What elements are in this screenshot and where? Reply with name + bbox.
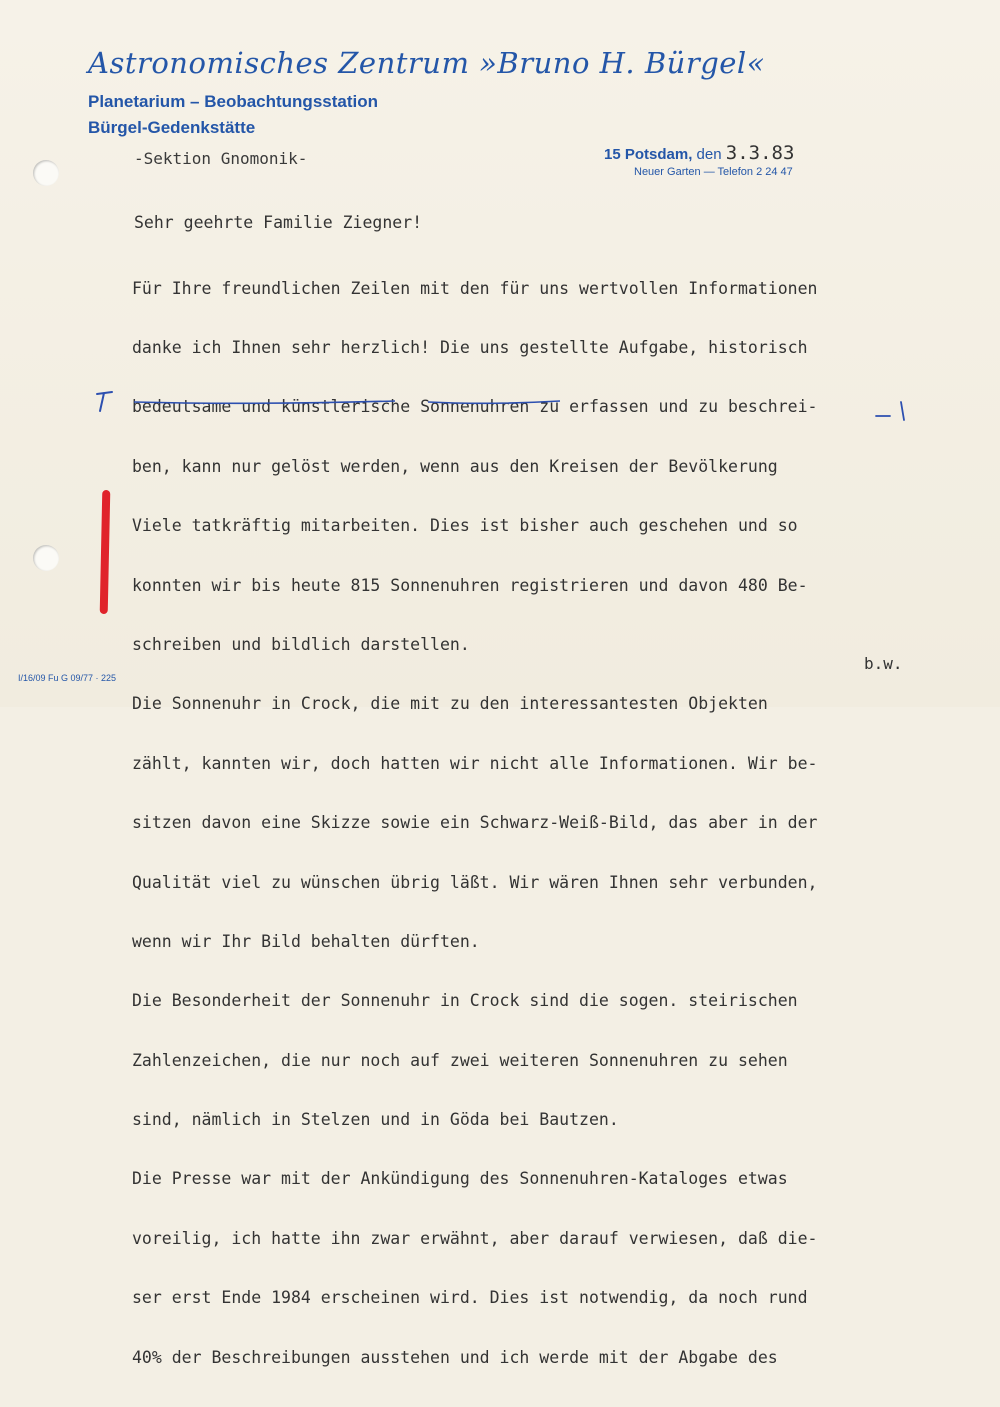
pen-underline-2 <box>428 401 560 403</box>
body-line: konnten wir bis heute 815 Sonnenuhren registrieren und davon 480 Be- <box>132 575 808 595</box>
body-line: bedeutsame und künstlerische Sonnenuhren zu erfassen und zu beschrei- <box>132 397 818 417</box>
section-name: -Sektion Gnomonik- <box>134 149 308 168</box>
pen-underline-1 <box>134 401 395 403</box>
body-line: voreilig, ich hatte ihn zwar erwähnt, aber darauf verwiesen, daß die- <box>132 1228 818 1248</box>
place: 15 Potsdam, <box>604 146 693 163</box>
body-line: 40% der Beschreibungen ausstehen und ich werde mit der Abgabe des <box>132 1347 778 1367</box>
body-line: ben, kann nur gelöst werden, wenn aus den Kreisen der Bevölkerung <box>132 456 778 476</box>
pen-bracket-mark <box>97 392 112 411</box>
page-turn-note: b.w. <box>864 654 903 673</box>
body-line: wenn wir Ihr Bild behalten dürften. <box>132 931 480 951</box>
address-phone: Neuer Garten — Telefon 2 24 47 <box>634 166 793 178</box>
body-line: danke ich Ihnen sehr herzlich! Die uns gestellte Aufgabe, historisch <box>132 337 808 357</box>
organization-name: Astronomisches Zentrum »Bruno H. Bürgel« <box>88 46 765 80</box>
body-line: Zahlenzeichen, die nur noch auf zwei weiteren Sonnenuhren zu sehen <box>132 1050 788 1070</box>
letterhead-line-1: Planetarium – Beobachtungsstation <box>88 92 378 111</box>
body-line: zählt, kannten wir, doch hatten wir nicht alle Informationen. Wir be- <box>132 753 818 773</box>
pen-break-mark <box>876 402 904 420</box>
body-line: Die Sonnenuhr in Crock, die mit zu den interessantesten Objekten <box>132 694 768 714</box>
body-line: Viele tatkräftig mitarbeiten. Dies ist bisher auch geschehen und so <box>132 516 798 536</box>
body-line: schreiben und bildlich darstellen. <box>132 634 470 654</box>
print-code: I/16/09 Fu G 09/77 · 225 <box>18 673 117 683</box>
letterhead-line-2: Bürgel-Gedenkstätte <box>88 118 256 137</box>
body-line: sitzen davon eine Skizze sowie ein Schwarz-Weiß-Bild, das aber in der <box>132 813 818 833</box>
body-line: Die Besonderheit der Sonnenuhr in Crock sind die sogen. steirischen <box>132 991 798 1011</box>
body-line: ser erst Ende 1984 erscheinen wird. Dies ist notwendig, da noch rund <box>132 1288 808 1308</box>
letter-date: 3.3.83 <box>725 142 795 164</box>
body-line: Qualität viel zu wünschen übrig läßt. Wir wären Ihnen sehr verbunden, <box>132 872 818 892</box>
body-line: Die Presse war mit der Ankündigung des Sonnenuhren-Kataloges etwas <box>132 1169 788 1189</box>
date-prefix: den <box>696 146 722 163</box>
body-line: sind, nämlich in Stelzen und in Göda bei Bautzen. <box>132 1110 619 1130</box>
body-line: Für Ihre freundlichen Zeilen mit den für uns wertvollen Informationen <box>132 278 818 298</box>
salutation: Sehr geehrte Familie Ziegner! <box>134 213 423 232</box>
